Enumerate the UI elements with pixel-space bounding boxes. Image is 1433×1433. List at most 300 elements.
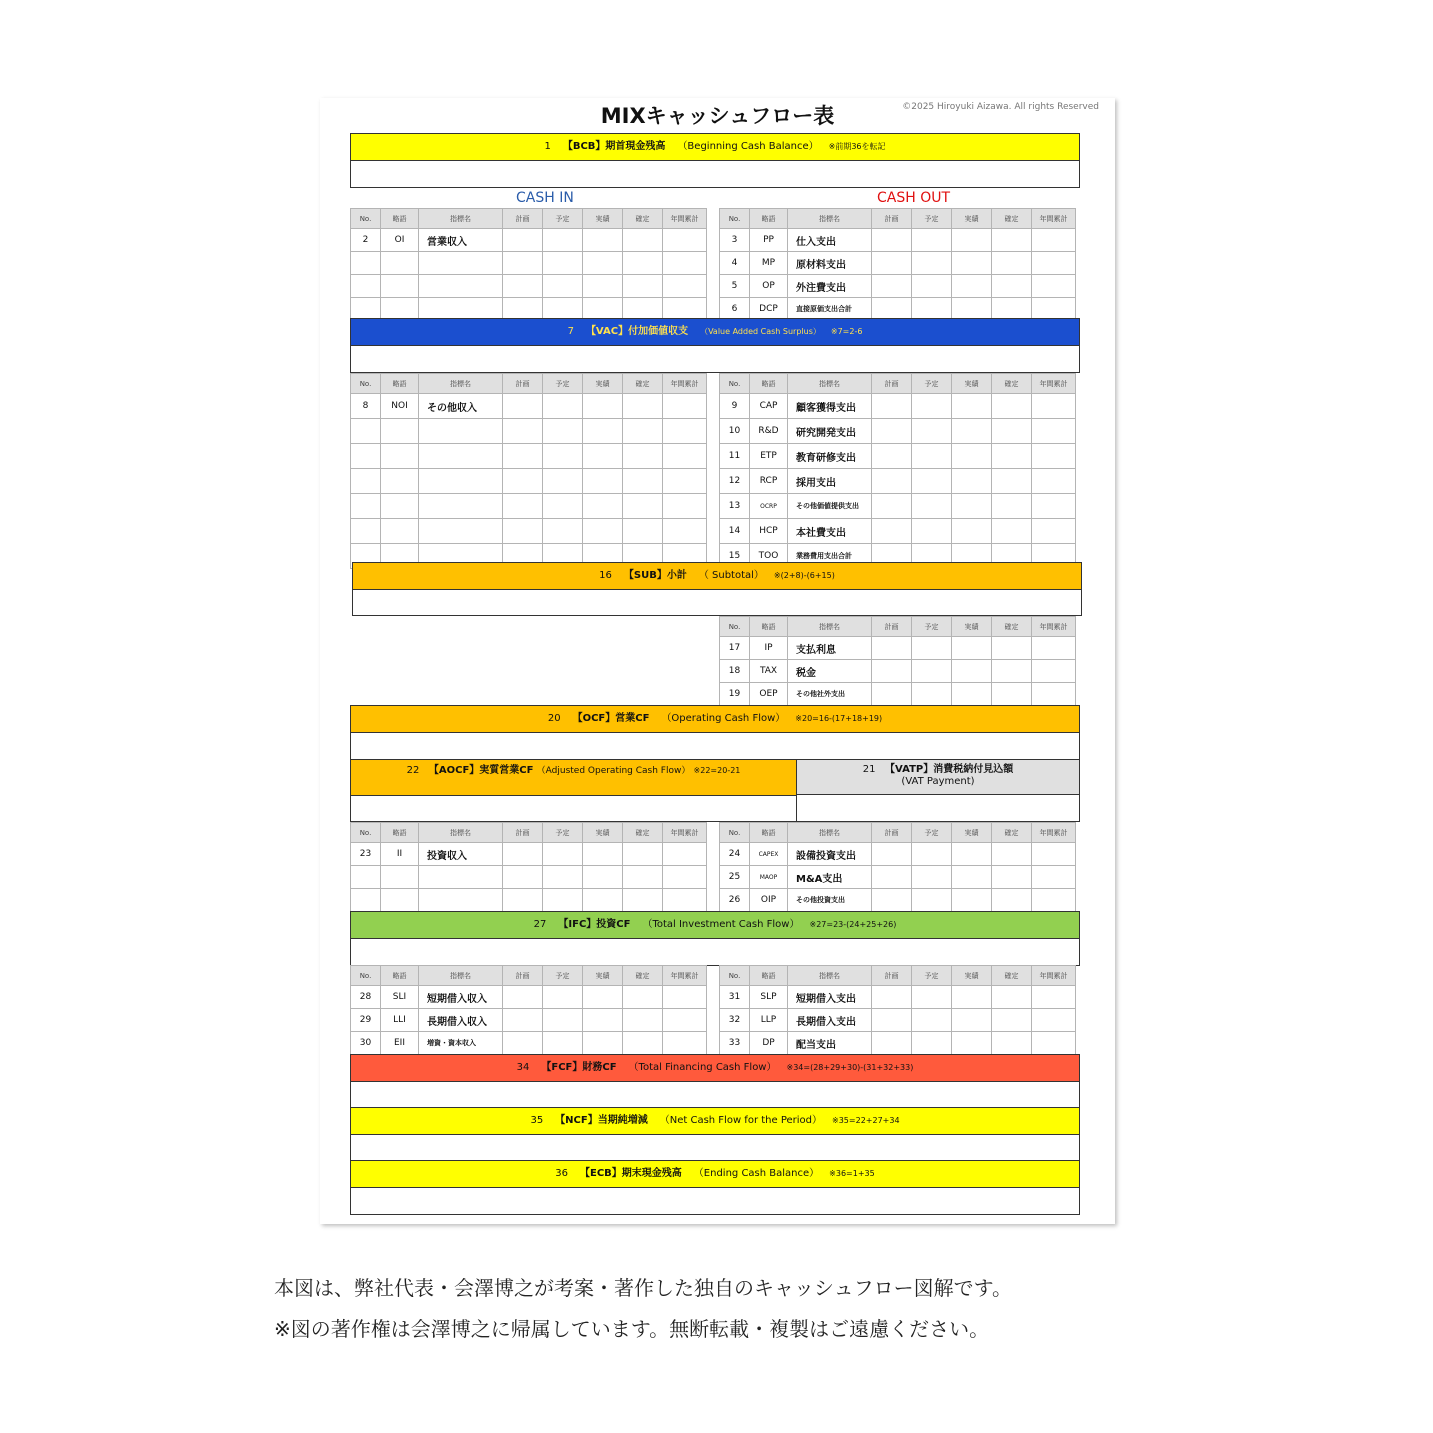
value-cell[interactable] <box>1032 683 1076 706</box>
row-number: 17 <box>720 637 750 660</box>
value-cell[interactable] <box>623 469 663 494</box>
row-item-name: 直接原価支出合計 <box>788 298 872 321</box>
value-cell[interactable] <box>1032 444 1076 469</box>
row-abbreviation: MAOP <box>750 866 788 889</box>
value-cell[interactable] <box>952 986 992 1009</box>
value-cell[interactable] <box>583 843 623 866</box>
value-cell[interactable] <box>543 275 583 298</box>
column-header: 計画 <box>872 966 912 986</box>
value-cell[interactable] <box>872 986 912 1009</box>
band-ifc-header <box>351 912 1079 939</box>
column-header: 計画 <box>503 823 543 843</box>
row-number: 11 <box>720 444 750 469</box>
value-cell[interactable] <box>623 444 663 469</box>
value-cell[interactable] <box>992 519 1032 544</box>
table-row <box>720 419 1076 444</box>
empty-cell <box>351 252 381 275</box>
value-cell[interactable] <box>952 444 992 469</box>
value-cell[interactable] <box>992 843 1032 866</box>
row-number: 9 <box>720 394 750 419</box>
value-cell[interactable] <box>663 394 707 419</box>
value-cell[interactable] <box>952 275 992 298</box>
row-item-name: 顧客獲得支出 <box>788 394 872 419</box>
value-cell[interactable] <box>663 444 707 469</box>
value-cell[interactable] <box>503 275 543 298</box>
row-abbreviation: II <box>381 843 419 866</box>
value-cell[interactable] <box>623 1032 663 1055</box>
cash-out-table-4 <box>719 822 1076 912</box>
column-header: 指標名 <box>788 209 872 229</box>
value-cell[interactable] <box>1032 275 1076 298</box>
value-cell[interactable] <box>952 519 992 544</box>
row-number: 5 <box>720 275 750 298</box>
value-cell[interactable] <box>583 1009 623 1032</box>
value-cell[interactable] <box>663 866 707 889</box>
value-cell[interactable] <box>583 1032 623 1055</box>
value-cell[interactable] <box>992 1032 1032 1055</box>
value-cell[interactable] <box>543 1009 583 1032</box>
value-cell[interactable] <box>583 494 623 519</box>
value-cell[interactable] <box>872 229 912 252</box>
value-cell[interactable] <box>992 494 1032 519</box>
band-sub <box>352 562 1082 616</box>
value-cell[interactable] <box>912 419 952 444</box>
row-abbreviation: HCP <box>750 519 788 544</box>
table-row <box>720 843 1076 866</box>
value-cell[interactable] <box>503 519 543 544</box>
table-row <box>720 252 1076 275</box>
value-cell[interactable] <box>912 866 952 889</box>
table-row <box>351 1032 707 1055</box>
value-cell[interactable] <box>992 866 1032 889</box>
value-cell[interactable] <box>1032 494 1076 519</box>
band-code: 【IFC】投資CF <box>558 919 631 930</box>
value-cell[interactable] <box>872 469 912 494</box>
value-cell[interactable] <box>872 889 912 912</box>
empty-cell <box>381 494 419 519</box>
value-cell[interactable] <box>912 252 952 275</box>
column-header: 予定 <box>912 823 952 843</box>
value-cell[interactable] <box>623 986 663 1009</box>
column-header: 年間累計 <box>1032 374 1076 394</box>
row-item-name: 営業収入 <box>419 229 503 252</box>
table-row <box>351 889 707 912</box>
value-cell[interactable] <box>663 229 707 252</box>
value-cell[interactable] <box>623 229 663 252</box>
value-cell[interactable] <box>663 494 707 519</box>
value-cell[interactable] <box>872 252 912 275</box>
column-header: 実績 <box>952 374 992 394</box>
empty-cell <box>419 419 503 444</box>
value-cell[interactable] <box>912 986 952 1009</box>
value-cell[interactable] <box>952 683 992 706</box>
empty-cell <box>419 494 503 519</box>
value-cell[interactable] <box>872 1032 912 1055</box>
row-abbreviation: PP <box>750 229 788 252</box>
value-cell[interactable] <box>1032 229 1076 252</box>
value-cell[interactable] <box>583 444 623 469</box>
column-header: 予定 <box>912 374 952 394</box>
table-row <box>720 637 1076 660</box>
value-cell[interactable] <box>872 866 912 889</box>
value-cell[interactable] <box>623 419 663 444</box>
value-cell[interactable] <box>583 394 623 419</box>
value-cell[interactable] <box>543 469 583 494</box>
band-note: ※34=(28+29+30)-(31+32+33) <box>786 1063 914 1072</box>
value-cell[interactable] <box>912 275 952 298</box>
value-cell[interactable] <box>1032 1009 1076 1032</box>
column-header: 指標名 <box>788 966 872 986</box>
band-note: ※35=22+27+34 <box>832 1116 900 1125</box>
empty-cell <box>351 419 381 444</box>
column-header: 確定 <box>623 966 663 986</box>
row-item-name: 本社費支出 <box>788 519 872 544</box>
value-cell[interactable] <box>872 683 912 706</box>
band-number: 20 <box>547 713 561 724</box>
column-header: 実績 <box>952 617 992 637</box>
value-cell[interactable] <box>872 394 912 419</box>
empty-cell <box>351 275 381 298</box>
caption-line-2: ※図の著作権は会澤博之に帰属しています。無断転載・複製はご遠慮ください。 <box>274 1317 990 1341</box>
value-cell[interactable] <box>583 252 623 275</box>
column-header: 指標名 <box>419 966 503 986</box>
empty-cell <box>351 469 381 494</box>
row-abbreviation: OCRP <box>750 494 788 519</box>
cash-in-table-4 <box>350 822 707 912</box>
value-cell[interactable] <box>583 519 623 544</box>
value-cell[interactable] <box>543 866 583 889</box>
value-cell[interactable] <box>503 229 543 252</box>
value-cell[interactable] <box>912 494 952 519</box>
table-row <box>351 1009 707 1032</box>
value-cell[interactable] <box>872 843 912 866</box>
value-cell[interactable] <box>872 1009 912 1032</box>
value-cell[interactable] <box>623 843 663 866</box>
value-cell[interactable] <box>1032 419 1076 444</box>
empty-cell <box>381 275 419 298</box>
column-header: 確定 <box>623 823 663 843</box>
row-abbreviation: OIP <box>750 889 788 912</box>
column-header: 年間累計 <box>1032 617 1076 637</box>
value-cell[interactable] <box>543 252 583 275</box>
value-cell[interactable] <box>543 229 583 252</box>
band-vatp-header: 21 【VATP】消費税納付見込額 (VAT Payment) <box>797 760 1079 795</box>
row-item-name: 短期借入支出 <box>788 986 872 1009</box>
empty-cell <box>419 275 503 298</box>
column-header: 実績 <box>583 374 623 394</box>
value-cell[interactable] <box>912 444 952 469</box>
value-cell[interactable] <box>503 252 543 275</box>
value-cell[interactable] <box>543 843 583 866</box>
column-header: 略語 <box>750 823 788 843</box>
value-cell[interactable] <box>952 889 992 912</box>
column-header: 予定 <box>912 617 952 637</box>
value-cell[interactable] <box>912 843 952 866</box>
value-cell[interactable] <box>663 469 707 494</box>
column-header: 計画 <box>872 823 912 843</box>
column-header: 指標名 <box>419 374 503 394</box>
value-cell[interactable] <box>503 866 543 889</box>
value-cell[interactable] <box>543 444 583 469</box>
band-ncf-header <box>351 1108 1079 1135</box>
value-cell[interactable] <box>992 637 1032 660</box>
value-cell[interactable] <box>1032 1032 1076 1055</box>
value-cell[interactable] <box>992 889 1032 912</box>
value-cell[interactable] <box>1032 637 1076 660</box>
row-item-name: 仕入支出 <box>788 229 872 252</box>
value-cell[interactable] <box>992 394 1032 419</box>
value-cell[interactable] <box>992 469 1032 494</box>
band-note: ※(2+8)-(6+15) <box>773 571 835 580</box>
column-header: 計画 <box>503 966 543 986</box>
column-header: 実績 <box>952 966 992 986</box>
value-cell[interactable] <box>503 1032 543 1055</box>
value-cell[interactable] <box>583 229 623 252</box>
value-cell[interactable] <box>992 252 1032 275</box>
column-header: 指標名 <box>788 374 872 394</box>
value-cell[interactable] <box>912 229 952 252</box>
column-header: 年間累計 <box>663 966 707 986</box>
value-cell[interactable] <box>952 1032 992 1055</box>
value-cell[interactable] <box>952 660 992 683</box>
value-cell[interactable] <box>543 494 583 519</box>
value-cell[interactable] <box>992 683 1032 706</box>
row-number: 19 <box>720 683 750 706</box>
value-cell[interactable] <box>992 419 1032 444</box>
value-cell[interactable] <box>952 637 992 660</box>
value-cell[interactable] <box>912 394 952 419</box>
value-cell[interactable] <box>992 444 1032 469</box>
value-cell[interactable] <box>952 843 992 866</box>
band-english: （Beginning Cash Balance） <box>677 141 819 152</box>
value-cell[interactable] <box>663 1032 707 1055</box>
value-cell[interactable] <box>1032 252 1076 275</box>
value-cell[interactable] <box>992 229 1032 252</box>
value-cell[interactable] <box>952 252 992 275</box>
table-row <box>720 1032 1076 1055</box>
value-cell[interactable] <box>583 469 623 494</box>
row-abbreviation: LLP <box>750 1009 788 1032</box>
value-cell[interactable] <box>583 986 623 1009</box>
band-ocf <box>350 705 1080 760</box>
empty-cell <box>351 866 381 889</box>
value-cell[interactable] <box>583 889 623 912</box>
value-cell[interactable] <box>543 519 583 544</box>
band-ecb <box>350 1160 1080 1215</box>
band-english: （Value Added Cash Surplus） <box>700 327 821 336</box>
row-item-name: 長期借入支出 <box>788 1009 872 1032</box>
column-header: 予定 <box>543 966 583 986</box>
column-header: 指標名 <box>788 823 872 843</box>
value-cell[interactable] <box>952 494 992 519</box>
cash-in-label: CASH IN <box>516 190 574 206</box>
band-code: 【VAC】付加価値収支 <box>585 326 689 337</box>
cash-out-table-2 <box>719 373 1076 569</box>
value-cell[interactable] <box>623 494 663 519</box>
value-cell[interactable] <box>663 252 707 275</box>
value-cell[interactable] <box>503 889 543 912</box>
empty-cell <box>419 519 503 544</box>
value-cell[interactable] <box>912 683 952 706</box>
row-item-name: 研究開発支出 <box>788 419 872 444</box>
value-cell[interactable] <box>872 637 912 660</box>
value-cell[interactable] <box>503 843 543 866</box>
value-cell[interactable] <box>543 394 583 419</box>
value-cell[interactable] <box>952 469 992 494</box>
value-cell[interactable] <box>952 419 992 444</box>
table-row <box>720 889 1076 912</box>
table-row <box>720 1009 1076 1032</box>
value-cell[interactable] <box>503 1009 543 1032</box>
value-cell[interactable] <box>912 1032 952 1055</box>
value-cell[interactable] <box>1032 889 1076 912</box>
row-item-name: その他収入 <box>419 394 503 419</box>
value-cell[interactable] <box>543 1032 583 1055</box>
value-cell[interactable] <box>1032 519 1076 544</box>
table-row <box>351 444 707 469</box>
row-item-name: 原材料支出 <box>788 252 872 275</box>
column-header: 計画 <box>872 617 912 637</box>
column-header: 予定 <box>543 374 583 394</box>
value-cell[interactable] <box>1032 469 1076 494</box>
band-code: 【FCF】財務CF <box>541 1062 617 1073</box>
value-cell[interactable] <box>583 275 623 298</box>
table-row <box>720 275 1076 298</box>
column-header: 略語 <box>750 966 788 986</box>
row-item-name: 短期借入収入 <box>419 986 503 1009</box>
value-cell[interactable] <box>503 469 543 494</box>
column-header: 確定 <box>992 617 1032 637</box>
cash-in-table-2 <box>350 373 707 569</box>
value-cell[interactable] <box>503 419 543 444</box>
value-cell[interactable] <box>543 986 583 1009</box>
row-item-name: 増資・資本収入 <box>419 1032 503 1055</box>
value-cell[interactable] <box>583 419 623 444</box>
column-header: 指標名 <box>788 617 872 637</box>
value-cell[interactable] <box>912 889 952 912</box>
value-cell[interactable] <box>912 519 952 544</box>
row-number: 10 <box>720 419 750 444</box>
band-english: （Operating Cash Flow） <box>661 713 786 724</box>
band-vatp <box>797 760 1079 821</box>
value-cell[interactable] <box>1032 866 1076 889</box>
value-cell[interactable] <box>623 889 663 912</box>
value-cell[interactable] <box>503 494 543 519</box>
column-header: 予定 <box>543 823 583 843</box>
value-cell[interactable] <box>503 394 543 419</box>
row-abbreviation: TOO <box>750 544 788 569</box>
row-item-name: 外注費支出 <box>788 275 872 298</box>
cash-flow-sheet <box>320 98 1115 1224</box>
value-cell[interactable] <box>952 1009 992 1032</box>
cash-out-table-5 <box>719 965 1076 1055</box>
value-cell[interactable] <box>872 444 912 469</box>
value-cell[interactable] <box>912 469 952 494</box>
band-fcf-header <box>351 1055 1079 1082</box>
band-note: ※7=2-6 <box>830 327 863 336</box>
value-cell[interactable] <box>912 1009 952 1032</box>
band-ecb-header <box>351 1161 1079 1188</box>
value-cell[interactable] <box>543 889 583 912</box>
value-cell[interactable] <box>992 660 1032 683</box>
table-row <box>720 444 1076 469</box>
empty-cell <box>381 519 419 544</box>
value-cell[interactable] <box>1032 986 1076 1009</box>
row-abbreviation: TAX <box>750 660 788 683</box>
column-header: 年間累計 <box>1032 966 1076 986</box>
value-cell[interactable] <box>623 519 663 544</box>
value-cell[interactable] <box>912 637 952 660</box>
row-number: 15 <box>720 544 750 569</box>
band-aocf-header: 22 【AOCF】実質営業CF （Adjusted Operating Cash Flow） ※22=20-21 <box>351 760 796 796</box>
value-cell[interactable] <box>663 986 707 1009</box>
row-number: 30 <box>351 1032 381 1055</box>
value-cell[interactable] <box>1032 394 1076 419</box>
row-abbreviation: OI <box>381 229 419 252</box>
value-cell[interactable] <box>952 394 992 419</box>
value-cell[interactable] <box>503 986 543 1009</box>
row-item-name: 税金 <box>788 660 872 683</box>
band-fcf <box>350 1054 1080 1108</box>
value-cell[interactable] <box>872 419 912 444</box>
row-abbreviation: R&D <box>750 419 788 444</box>
band-number: 27 <box>533 919 547 930</box>
value-cell[interactable] <box>952 229 992 252</box>
value-cell[interactable] <box>583 866 623 889</box>
row-abbreviation: RCP <box>750 469 788 494</box>
value-cell[interactable] <box>663 1009 707 1032</box>
row-abbreviation: OP <box>750 275 788 298</box>
table-row <box>351 275 707 298</box>
value-cell[interactable] <box>872 275 912 298</box>
value-cell[interactable] <box>1032 660 1076 683</box>
value-cell[interactable] <box>623 394 663 419</box>
value-cell[interactable] <box>872 494 912 519</box>
value-cell[interactable] <box>992 986 1032 1009</box>
column-header: No. <box>720 209 750 229</box>
value-cell[interactable] <box>623 1009 663 1032</box>
column-header: No. <box>351 374 381 394</box>
value-cell[interactable] <box>872 519 912 544</box>
row-number: 4 <box>720 252 750 275</box>
value-cell[interactable] <box>663 275 707 298</box>
value-cell[interactable] <box>623 866 663 889</box>
band-sub-header <box>353 563 1081 590</box>
value-cell[interactable] <box>992 275 1032 298</box>
row-number: 13 <box>720 494 750 519</box>
row-item-name: 配当支出 <box>788 1032 872 1055</box>
value-cell[interactable] <box>623 275 663 298</box>
value-cell[interactable] <box>663 889 707 912</box>
band-code: 【BCB】期首現金残高 <box>562 141 666 152</box>
band-code: 【OCF】営業CF <box>572 713 650 724</box>
value-cell[interactable] <box>663 519 707 544</box>
value-cell[interactable] <box>1032 843 1076 866</box>
value-cell[interactable] <box>623 252 663 275</box>
value-cell[interactable] <box>912 660 952 683</box>
value-cell[interactable] <box>503 444 543 469</box>
table-row <box>720 986 1076 1009</box>
value-cell[interactable] <box>992 1009 1032 1032</box>
value-cell[interactable] <box>663 419 707 444</box>
row-item-name: 投資収入 <box>419 843 503 866</box>
row-number: 23 <box>351 843 381 866</box>
value-cell[interactable] <box>872 660 912 683</box>
value-cell[interactable] <box>952 866 992 889</box>
table-row <box>720 494 1076 519</box>
value-cell[interactable] <box>663 843 707 866</box>
value-cell[interactable] <box>543 419 583 444</box>
